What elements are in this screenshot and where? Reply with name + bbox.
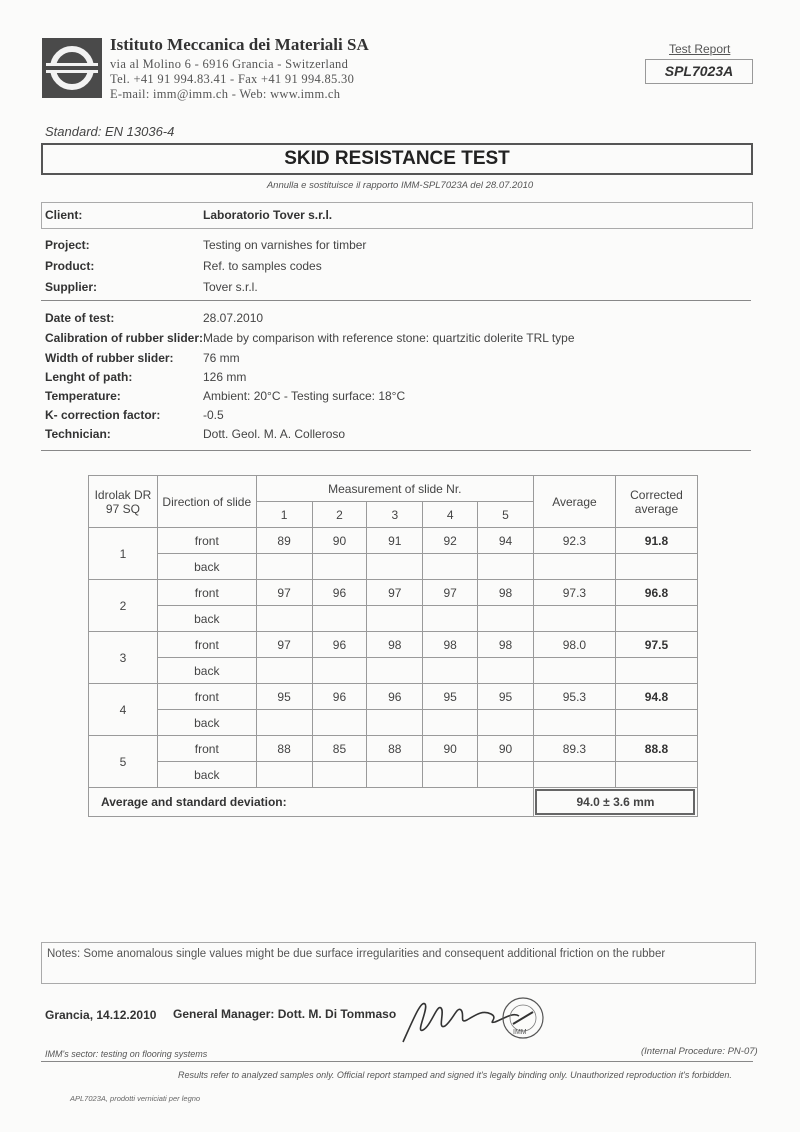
table-row bbox=[89, 762, 698, 788]
value-cell: 96 bbox=[312, 580, 367, 606]
value-cell: 98 bbox=[478, 580, 534, 606]
info-label: Lenght of path: bbox=[45, 370, 133, 384]
info-label: Supplier: bbox=[45, 280, 98, 294]
sample-cell: 1 bbox=[89, 528, 158, 580]
info-value: Testing on varnishes for timber bbox=[203, 238, 367, 252]
value-cell: 96 bbox=[312, 684, 367, 710]
value-cell: 95 bbox=[423, 684, 478, 710]
report-label: Test Report bbox=[669, 42, 731, 56]
sector-note: IMM's sector: testing on flooring systems bbox=[45, 1049, 208, 1059]
info-label: Calibration of rubber slider: bbox=[45, 331, 204, 345]
table-row bbox=[89, 580, 698, 606]
page-title: SKID RESISTANCE TEST bbox=[41, 143, 753, 175]
subtitle: Annulla e sostituisce il rapporto IMM-SPL7023A del 28.07.2010 bbox=[266, 180, 534, 191]
info-value: Dott. Geol. M. A. Colleroso bbox=[203, 427, 346, 441]
org-contact: E-mail: imm@imm.ch - Web: www.imm.ch bbox=[110, 87, 341, 101]
table-row bbox=[89, 658, 698, 684]
col-corrected-header: Corrected average bbox=[615, 476, 697, 528]
value-cell: 94 bbox=[478, 528, 534, 554]
info-value: -0.5 bbox=[203, 408, 224, 422]
value-cell: 88 bbox=[256, 736, 312, 762]
info-value: Tover s.r.l. bbox=[203, 280, 258, 294]
value-cell: 90 bbox=[478, 736, 534, 762]
table-row bbox=[89, 684, 698, 710]
value-cell: 88 bbox=[367, 736, 423, 762]
table-row bbox=[89, 710, 698, 736]
table-row bbox=[89, 606, 698, 632]
institute-logo bbox=[42, 38, 102, 98]
info-value: Made by comparison with reference stone: quartzitic dolerite TRL type bbox=[203, 331, 575, 345]
client-box bbox=[41, 202, 753, 229]
measurement-number: 5 bbox=[478, 502, 534, 528]
signature-icon bbox=[395, 990, 555, 1046]
value-cell: 95 bbox=[256, 684, 312, 710]
summary-label: Average and standard deviation: bbox=[89, 788, 534, 817]
direction-cell: back bbox=[157, 554, 256, 580]
direction-cell: front bbox=[157, 528, 256, 554]
info-label: Temperature: bbox=[45, 389, 121, 403]
info-label: K- correction factor: bbox=[45, 408, 161, 422]
place-date: Grancia, 14.12.2010 bbox=[45, 1008, 157, 1022]
info-label: Date of test: bbox=[45, 311, 115, 325]
summary-row bbox=[89, 788, 698, 817]
corrected-cell: 97.5 bbox=[615, 632, 697, 658]
info-label: Technician: bbox=[45, 427, 111, 441]
average-cell: 89.3 bbox=[533, 736, 615, 762]
client-value: Laboratorio Tover s.r.l. bbox=[203, 208, 333, 222]
direction-cell: back bbox=[157, 710, 256, 736]
logo-mark-icon bbox=[42, 38, 102, 98]
direction-cell: back bbox=[157, 658, 256, 684]
col-average-header: Average bbox=[533, 476, 615, 528]
table-row bbox=[89, 736, 698, 762]
col-sample-header: Idrolak DR 97 SQ bbox=[89, 476, 158, 528]
info-value: Ambient: 20°C - Testing surface: 18°C bbox=[203, 389, 406, 403]
info-label: Width of rubber slider: bbox=[45, 351, 174, 365]
col-measurement-header: Measurement of slide Nr. bbox=[256, 476, 533, 502]
measurement-number: 4 bbox=[423, 502, 478, 528]
info-value: 126 mm bbox=[203, 370, 247, 384]
direction-cell: back bbox=[157, 606, 256, 632]
value-cell: 92 bbox=[423, 528, 478, 554]
col-direction-header: Direction of slide bbox=[157, 476, 256, 528]
value-cell: 90 bbox=[312, 528, 367, 554]
value-cell: 98 bbox=[478, 632, 534, 658]
value-cell: 95 bbox=[478, 684, 534, 710]
value-cell: 96 bbox=[367, 684, 423, 710]
sample-cell: 3 bbox=[89, 632, 158, 684]
value-cell: 98 bbox=[367, 632, 423, 658]
general-manager: General Manager: Dott. M. Di Tommaso bbox=[173, 1007, 397, 1021]
average-cell: 95.3 bbox=[533, 684, 615, 710]
table-row bbox=[89, 632, 698, 658]
direction-cell: back bbox=[157, 762, 256, 788]
divider bbox=[41, 450, 751, 451]
org-address: via al Molino 6 - 6916 Grancia - Switzerland bbox=[110, 57, 349, 71]
report-number: SPL7023A bbox=[645, 59, 753, 84]
measurement-number: 3 bbox=[367, 502, 423, 528]
value-cell: 89 bbox=[256, 528, 312, 554]
notes-text: Notes: Some anomalous single values might be due surface irregularities and consequent additional friction on the rubber bbox=[47, 948, 666, 960]
direction-cell: front bbox=[157, 736, 256, 762]
corrected-cell: 91.8 bbox=[615, 528, 697, 554]
info-value: 28.07.2010 bbox=[203, 311, 264, 325]
disclaimer: Results refer to analyzed samples only. Official report stamped and signed it's legally binding only. Unauthorized reproduction it's forbidden. bbox=[178, 1070, 732, 1080]
value-cell: 91 bbox=[367, 528, 423, 554]
divider bbox=[41, 300, 751, 301]
standard: Standard: EN 13036-4 bbox=[45, 124, 175, 139]
value-cell: 90 bbox=[423, 736, 478, 762]
value-cell: 97 bbox=[367, 580, 423, 606]
org-phone: Tel. +41 91 994.83.41 - Fax +41 91 994.85.30 bbox=[110, 72, 355, 86]
file-name: APL7023A, prodotti verniciati per legno bbox=[70, 1094, 201, 1103]
stamp-text: IMM bbox=[513, 1029, 527, 1036]
sample-cell: 2 bbox=[89, 580, 158, 632]
measurement-number: 2 bbox=[312, 502, 367, 528]
average-cell: 98.0 bbox=[533, 632, 615, 658]
value-cell: 96 bbox=[312, 632, 367, 658]
value-cell: 97 bbox=[423, 580, 478, 606]
corrected-cell: 96.8 bbox=[615, 580, 697, 606]
info-value: Ref. to samples codes bbox=[203, 259, 322, 273]
value-cell: 85 bbox=[312, 736, 367, 762]
info-label: Product: bbox=[45, 259, 95, 273]
value-cell: 97 bbox=[256, 632, 312, 658]
summary-cell bbox=[533, 788, 697, 817]
summary-value: 94.0 ± 3.6 mm bbox=[535, 789, 695, 815]
measurement-table bbox=[88, 475, 698, 817]
info-label: Project: bbox=[45, 238, 90, 252]
sample-cell: 4 bbox=[89, 684, 158, 736]
org-name: Istituto Meccanica dei Materiali SA bbox=[110, 35, 369, 54]
direction-cell: front bbox=[157, 580, 256, 606]
info-value: 76 mm bbox=[203, 351, 240, 365]
signature-stamp bbox=[395, 990, 555, 1046]
direction-cell: front bbox=[157, 684, 256, 710]
value-cell: 97 bbox=[256, 580, 312, 606]
client-label: Client: bbox=[45, 208, 83, 222]
internal-procedure: (Internal Procedure: PN-07) bbox=[641, 1046, 758, 1057]
table-row bbox=[89, 554, 698, 580]
footer-divider bbox=[41, 1061, 753, 1062]
table-row bbox=[89, 528, 698, 554]
direction-cell: front bbox=[157, 632, 256, 658]
value-cell: 98 bbox=[423, 632, 478, 658]
corrected-cell: 88.8 bbox=[615, 736, 697, 762]
average-cell: 92.3 bbox=[533, 528, 615, 554]
corrected-cell: 94.8 bbox=[615, 684, 697, 710]
sample-cell: 5 bbox=[89, 736, 158, 788]
measurement-number: 1 bbox=[256, 502, 312, 528]
average-cell: 97.3 bbox=[533, 580, 615, 606]
